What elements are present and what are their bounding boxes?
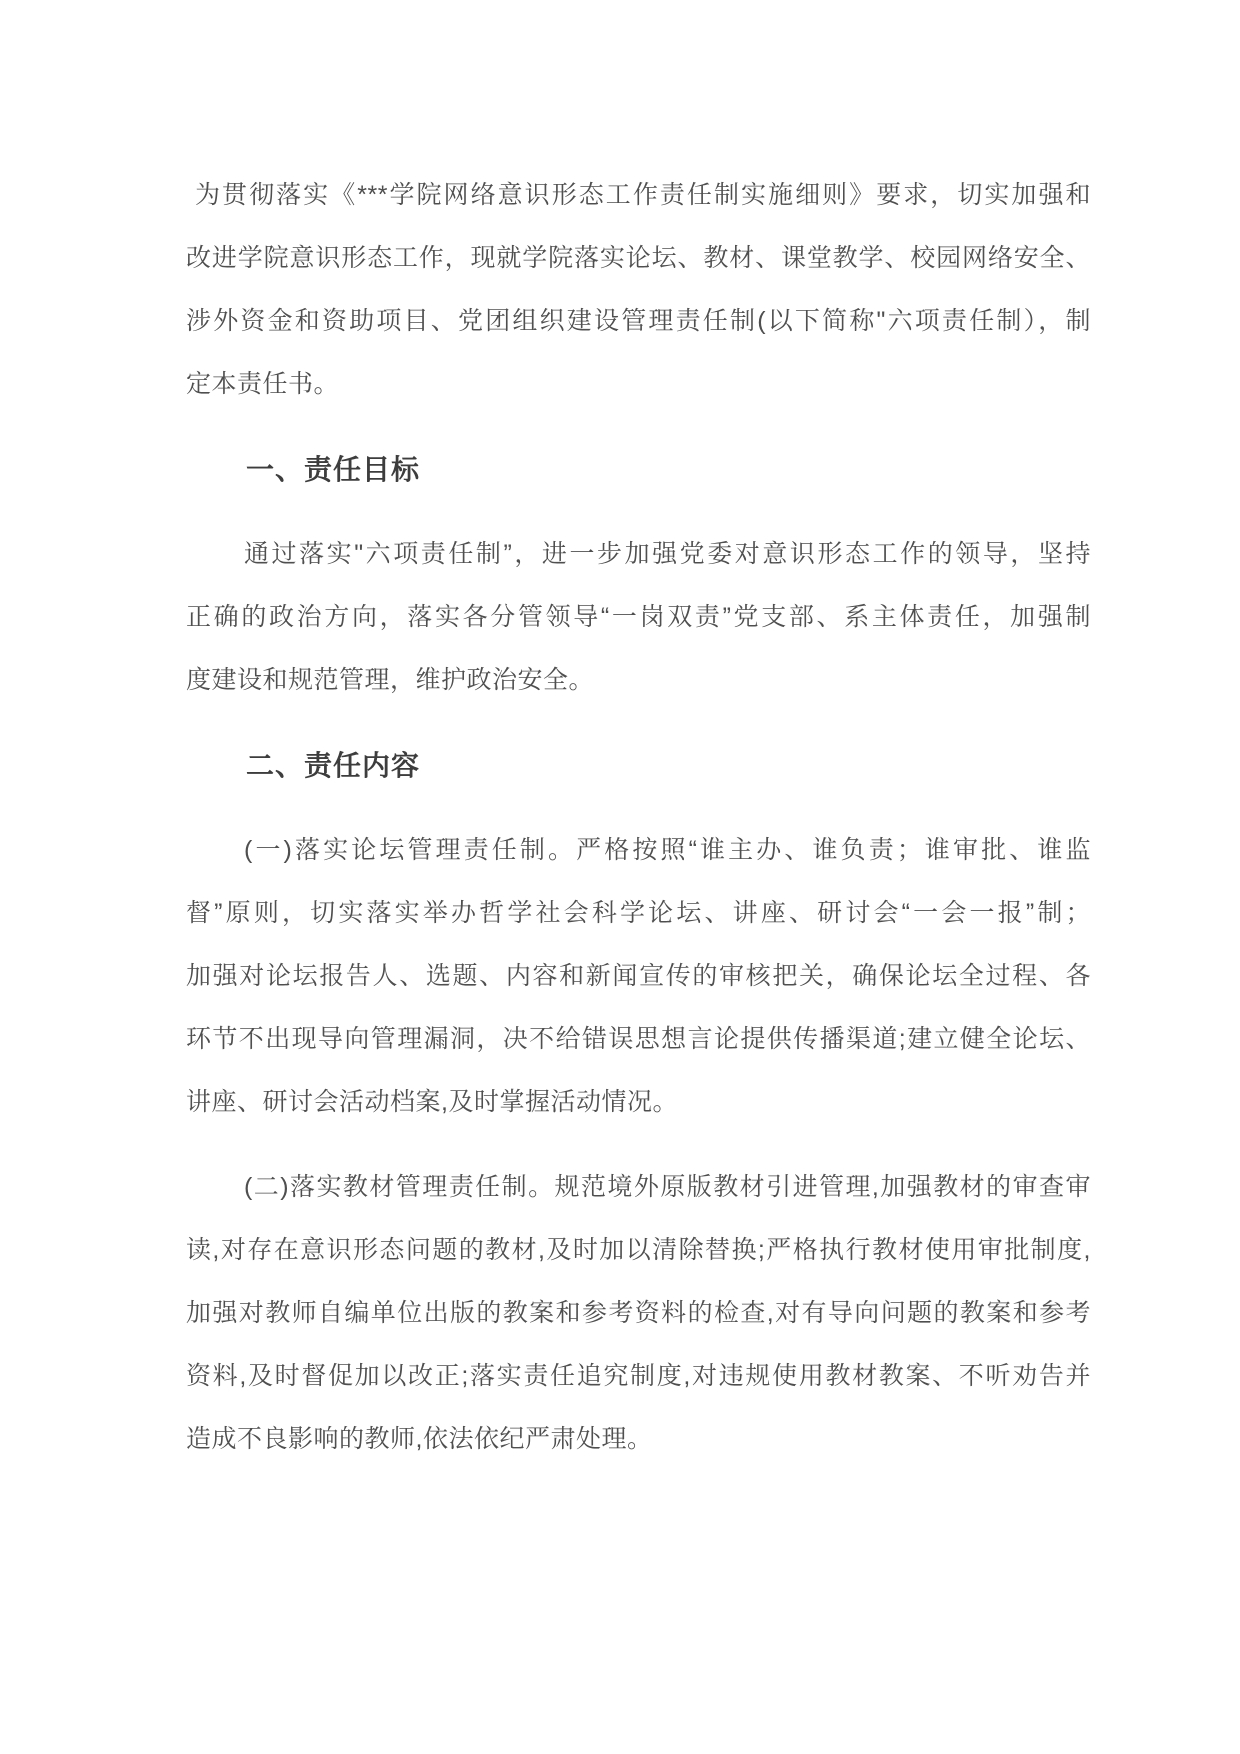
paragraph-line: 为贯彻落实《***学院网络意识形态工作责任制实施细则》要求，切实加强和 — [195, 181, 1091, 209]
paragraph-line: 定本责任书。 — [186, 370, 340, 398]
intro-paragraph — [186, 164, 1091, 416]
paragraph-line: 正确的政治方向，落实各分管领导“一岗双责”党支部、系主体责任，加强制 — [186, 603, 1091, 631]
paragraph-line: 环节不出现导向管理漏洞，决不给错误思想言论提供传播渠道;建立健全论坛、 — [186, 1025, 1091, 1053]
paragraph-line: 督”原则，切实落实举办哲学社会科学论坛、讲座、研讨会“一会一报”制； — [186, 899, 1091, 927]
document-body — [186, 164, 1091, 1493]
paragraph-line: 读,对存在意识形态问题的教材,及时加以清除替换;严格执行教材使用审批制度, — [186, 1236, 1091, 1264]
paragraph-line: 改进学院意识形态工作，现就学院落实论坛、教材、课堂教学、校园网络安全、 — [186, 244, 1091, 272]
paragraph-line: 度建设和规范管理，维护政治安全。 — [186, 666, 595, 694]
paragraph-line: 造成不良影响的教师,依法依纪严肃处理。 — [186, 1425, 653, 1453]
paragraph-line: (一)落实论坛管理责任制。严格按照“谁主办、谁负责；谁审批、谁监 — [244, 836, 1091, 864]
paragraph-line: 讲座、研讨会活动档案,及时掌握活动情况。 — [186, 1088, 678, 1116]
section-heading-responsibility-goals: 一、责任目标 — [246, 454, 421, 485]
paragraph-line: 加强对教师自编单位出版的教案和参考资料的检查,对有导向问题的教案和参考 — [186, 1299, 1091, 1327]
paragraph-line: 涉外资金和资助项目、党团组织建设管理责任制(以下简称"六项责任制），制 — [186, 307, 1091, 335]
textbook-management-paragraph — [186, 1156, 1091, 1471]
paragraph-line: 通过落实"六项责任制”，进一步加强党委对意识形态工作的领导，坚持 — [244, 540, 1091, 568]
forum-management-paragraph — [186, 819, 1091, 1134]
goals-paragraph — [186, 523, 1091, 712]
paragraph-line: (二)落实教材管理责任制。规范境外原版教材引进管理,加强教材的审查审 — [244, 1173, 1091, 1201]
paragraph-line: 加强对论坛报告人、选题、内容和新闻宣传的审核把关，确保论坛全过程、各 — [186, 962, 1091, 990]
paragraph-line: 资料,及时督促加以改正;落实责任追究制度,对违规使用教材教案、不听劝告并 — [186, 1362, 1091, 1390]
section-heading-responsibility-content: 二、责任内容 — [246, 750, 421, 781]
